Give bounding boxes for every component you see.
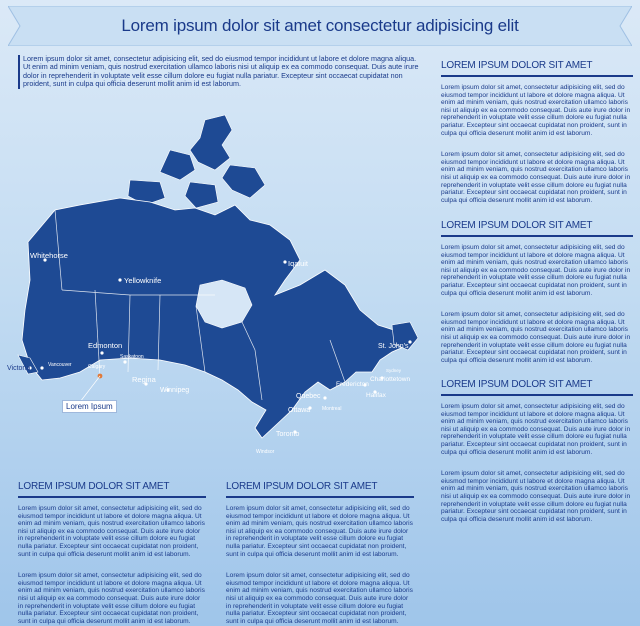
section-bottom-1 — [18, 481, 206, 625]
section-paragraph: Lorem ipsum dolor sit amet, consectetur adipisicing elit, sed do eiusmod tempor incididunt ut labore et dolore magna aliqua. Ut enim ad minim veniam, quis nostrud exercitation ullamco laboris nisi ut aliquip ex ea commodo consequat. Duis aute irure dolor in reprehenderit in voluptate velit esse cillum dolore eu fugiat nulla pariatur. Excepteur sint occaecat cupidatat non proident, sunt in culpa qui officia deserunt mollit anim id est laborum. — [441, 244, 631, 297]
section-paragraph: Lorem ipsum dolor sit amet, consectetur adipisicing elit, sed do eiusmod tempor incididunt ut labore et dolore magna aliqua. Ut enim ad minim veniam, quis nostrud exercitation ullamco laboris nisi ut aliquip ex ea commodo consequat. Duis aute irure dolor in reprehenderit in voluptate velit esse cillum dolore eu fugiat nulla pariatur. Excepteur sint occaecat cupidatat non proident, sunt in culpa qui officia deserunt mollit anim id est laborum. — [226, 572, 413, 625]
section-heading: LOREM IPSUM DOLOR SIT AMET — [441, 379, 633, 396]
city-label-winnipeg: Winnipeg — [160, 387, 190, 394]
city-label-ottawa: Ottawa — [288, 407, 311, 414]
intro-paragraph: Lorem ipsum dolor sit amet, consectetur adipisicing elit, sed do eiusmod tempor incididunt ut labore et dolore magna aliqua. Ut enim ad minim veniam, quis nostrud exercitation ullamco laboris nisi ut aliquip ex ea commodo consequat. Duis aute irure dolor in reprehenderit in voluptate velit esse cillum dolore eu fugiat nulla pariatur. Excepteur sint occaecat cupidatat non proident, sunt in culpa qui officia deserunt mollit anim id est laborum. — [18, 55, 421, 89]
vancouver-dot — [40, 366, 43, 369]
quebec-dot — [323, 396, 326, 399]
iqaluit-dot — [283, 260, 286, 263]
section-heading: LOREM IPSUM DOLOR SIT AMET — [18, 481, 206, 498]
section-right-2 — [441, 220, 633, 364]
section-right-3 — [441, 379, 633, 523]
city-label-vancouver: Vancouver — [48, 362, 72, 368]
city-label-st-johns: St. John's — [378, 343, 409, 350]
yellowknife-dot — [118, 278, 121, 281]
city-label-quebec: Quebec — [296, 393, 321, 400]
section-bottom-2 — [226, 481, 414, 625]
city-label-whitehorse: Whitehorse — [30, 251, 68, 260]
section-paragraph: Lorem ipsum dolor sit amet, consectetur adipisicing elit, sed do eiusmod tempor incididunt ut labore et dolore magna aliqua. Ut enim ad minim veniam, quis nostrud exercitation ullamco laboris nisi ut aliquip ex ea commodo consequat. Duis aute irure dolor in reprehenderit in voluptate velit esse cillum dolore eu fugiat nulla pariatur. Excepteur sint occaecat cupidatat non proident, sunt in culpa qui officia deserunt mollit anim id est laborum. — [18, 505, 205, 558]
section-paragraph: Lorem ipsum dolor sit amet, consectetur adipisicing elit, sed do eiusmod tempor incididunt ut labore et dolore magna aliqua. Ut enim ad minim veniam, quis nostrud exercitation ullamco laboris nisi ut aliquip ex ea commodo consequat. Duis aute irure dolor in reprehenderit in voluptate velit esse cillum dolore eu fugiat nulla pariatur. Excepteur sint occaecat cupidatat non proident, sunt in culpa qui officia deserunt mollit anim id est laborum. — [441, 470, 631, 523]
section-paragraph: Lorem ipsum dolor sit amet, consectetur adipisicing elit, sed do eiusmod tempor incididunt ut labore et dolore magna aliqua. Ut enim ad minim veniam, quis nostrud exercitation ullamco laboris nisi ut aliquip ex ea commodo consequat. Duis aute irure dolor in reprehenderit in voluptate velit esse cillum dolore eu fugiat nulla pariatur. Excepteur sint occaecat cupidatat non proident, sunt in culpa qui officia deserunt mollit anim id est laborum. — [226, 505, 413, 558]
saskatoon-dot — [123, 360, 126, 363]
city-label-edmonton: Edmonton — [88, 341, 123, 350]
city-label-toronto: Toronto — [276, 431, 300, 438]
city-label-iqaluit: Iqaluit — [288, 259, 309, 268]
city-label-victoria: Victoria — [7, 365, 31, 372]
arctic-islands — [128, 115, 265, 208]
city-label-yellowknife: Yellowknife — [124, 276, 162, 285]
st-johns-dot — [408, 340, 411, 343]
city-label-halifax: Halifax — [366, 392, 386, 399]
section-heading: LOREM IPSUM DOLOR SIT AMET — [441, 220, 633, 237]
city-label-montreal: Montreal — [322, 406, 342, 412]
title-ribbon — [8, 6, 632, 46]
section-paragraph: Lorem ipsum dolor sit amet, consectetur adipisicing elit, sed do eiusmod tempor incididunt ut labore et dolore magna aliqua. Ut enim ad minim veniam, quis nostrud exercitation ullamco laboris nisi ut aliquip ex ea commodo consequat. Duis aute irure dolor in reprehenderit in voluptate velit esse cillum dolore eu fugiat nulla pariatur. Excepteur sint occaecat cupidatat non proident, sunt in culpa qui officia deserunt mollit anim id est laborum. — [441, 151, 631, 204]
city-label-fredericton: Fredericton — [336, 381, 369, 388]
city-label-sydney: Sydney — [386, 368, 402, 373]
edmonton-dot — [100, 351, 103, 354]
section-right-1 — [441, 60, 633, 204]
city-label-saskatoon: Saskatoon — [120, 354, 144, 360]
section-paragraph: Lorem ipsum dolor sit amet, consectetur adipisicing elit, sed do eiusmod tempor incididunt ut labore et dolore magna aliqua. Ut enim ad minim veniam, quis nostrud exercitation ullamco laboris nisi ut aliquip ex ea commodo consequat. Duis aute irure dolor in reprehenderit in voluptate velit esse cillum dolore eu fugiat nulla pariatur. Excepteur sint occaecat cupidatat non proident, sunt in culpa qui officia deserunt mollit anim id est laborum. — [441, 311, 631, 364]
city-label-charlottetown: Charlottetown — [370, 376, 411, 383]
city-label-regina: Regina — [132, 375, 156, 384]
section-paragraph: Lorem ipsum dolor sit amet, consectetur adipisicing elit, sed do eiusmod tempor incididunt ut labore et dolore magna aliqua. Ut enim ad minim veniam, quis nostrud exercitation ullamco laboris nisi ut aliquip ex ea commodo consequat. Duis aute irure dolor in reprehenderit in voluptate velit esse cillum dolore eu fugiat nulla pariatur. Excepteur sint occaecat cupidatat non proident, sunt in culpa qui officia deserunt mollit anim id est laborum. — [18, 572, 205, 625]
city-label-windsor: Windsor — [256, 449, 275, 455]
section-paragraph: Lorem ipsum dolor sit amet, consectetur adipisicing elit, sed do eiusmod tempor incididunt ut labore et dolore magna aliqua. Ut enim ad minim veniam, quis nostrud exercitation ullamco laboris nisi ut aliquip ex ea commodo consequat. Duis aute irure dolor in reprehenderit in voluptate velit esse cillum dolore eu fugiat nulla pariatur. Excepteur sint occaecat cupidatat non proident, sunt in culpa qui officia deserunt mollit anim id est laborum. — [441, 84, 631, 137]
page-title: Lorem ipsum dolor sit amet consectetur adipisicing elit — [121, 16, 519, 35]
map-callout: Lorem Ipsum — [62, 400, 117, 413]
section-heading: LOREM IPSUM DOLOR SIT AMET — [441, 60, 633, 77]
section-paragraph: Lorem ipsum dolor sit amet, consectetur adipisicing elit, sed do eiusmod tempor incididunt ut labore et dolore magna aliqua. Ut enim ad minim veniam, quis nostrud exercitation ullamco laboris nisi ut aliquip ex ea commodo consequat. Duis aute irure dolor in reprehenderit in voluptate velit esse cillum dolore eu fugiat nulla pariatur. Excepteur sint occaecat cupidatat non proident, sunt in culpa qui officia deserunt mollit anim id est laborum. — [441, 403, 631, 456]
callout-leader — [80, 376, 100, 402]
city-label-calgary: Calgary — [88, 364, 106, 370]
section-heading: LOREM IPSUM DOLOR SIT AMET — [226, 481, 414, 498]
